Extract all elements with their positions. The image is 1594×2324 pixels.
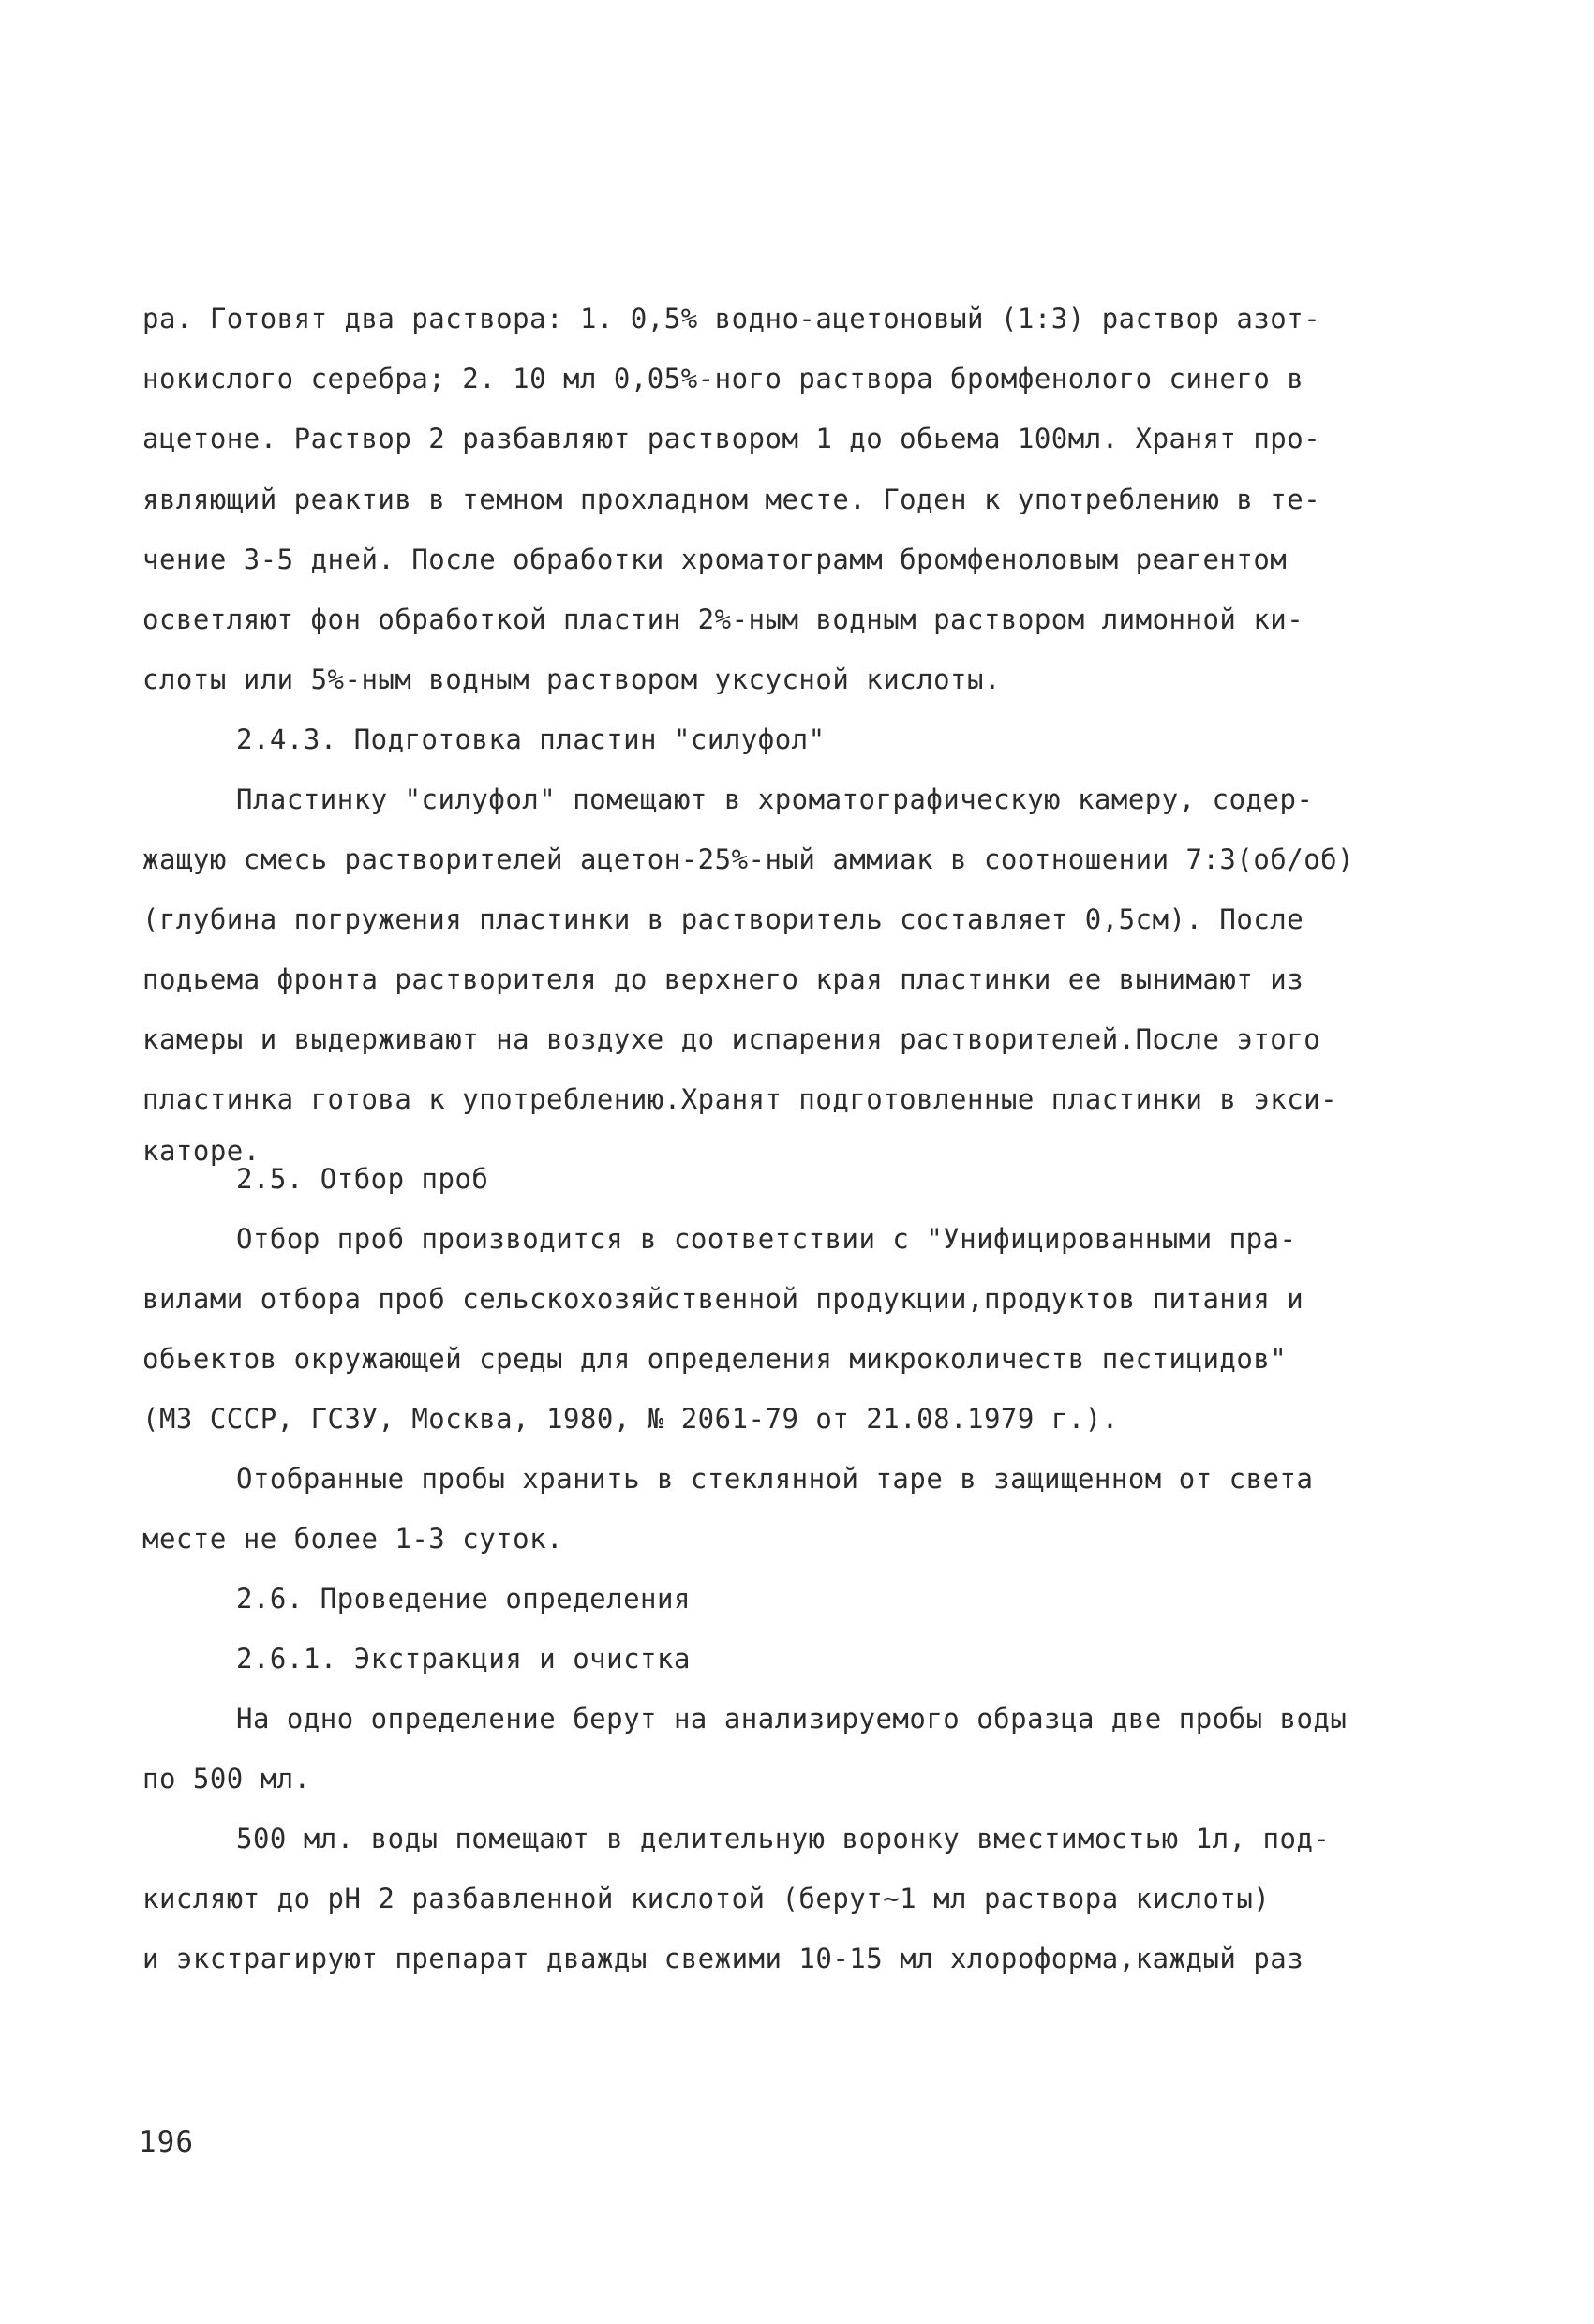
text-line: вилами отбора проб сельскохозяйственной продукции,продуктов питания и bbox=[142, 1283, 1304, 1315]
text-line: Отобранные пробы хранить в стеклянной таре в защищенном от света bbox=[236, 1463, 1314, 1495]
text-line: чение 3-5 дней. После обработки хроматограмм бромфеноловым реагентом bbox=[142, 544, 1288, 575]
page-number: 196 bbox=[139, 2125, 194, 2159]
text-line: Отбор проб производится в соответствии с "Унифицированными пра- bbox=[236, 1223, 1297, 1255]
text-line: каторе. bbox=[142, 1135, 261, 1167]
section-heading: 2.6. Проведение определения bbox=[236, 1583, 691, 1615]
text-line: кисляют до рН 2 разбавленной кислотой (берут~1 мл раствора кислоты) bbox=[142, 1883, 1271, 1914]
text-line: месте не более 1-3 суток. bbox=[142, 1523, 563, 1555]
section-heading: 2.5. Отбор проб bbox=[236, 1163, 489, 1195]
text-line: ра. Готовят два раствора: 1. 0,5% водно-ацетоновый (1:3) раствор азот- bbox=[142, 303, 1321, 335]
text-line: обьектов окружающей среды для определения микроколичеств пестицидов" bbox=[142, 1343, 1288, 1375]
text-line: ацетоне. Раствор 2 разбавляют раствором 1 до обьема 100мл. Хранят про- bbox=[142, 423, 1321, 454]
text-line: по 500 мл. bbox=[142, 1763, 311, 1795]
text-line: пластинка готова к употреблению.Хранят подготовленные пластинки в экси- bbox=[142, 1083, 1338, 1115]
text-line: слоты или 5%-ным водным раствором уксусной кислоты. bbox=[142, 663, 1001, 695]
text-line: и экстрагируют препарат дважды свежими 10-15 мл хлороформа,каждый раз bbox=[142, 1943, 1304, 1974]
text-line: (глубина погружения пластинки в растворитель составляет 0,5см). После bbox=[142, 903, 1304, 935]
text-line: (МЗ СССР, ГСЗУ, Москва, 1980, № 2061-79 от 21.08.1979 г.). bbox=[142, 1403, 1119, 1435]
text-line: нокислого серебра; 2. 10 мл 0,05%-ного раствора бромфенолого синего в bbox=[142, 363, 1304, 395]
section-heading: 2.4.3. Подготовка пластин "силуфол" bbox=[236, 723, 826, 755]
text-line: подьема фронта растворителя до верхнего края пластинки ее вынимают из bbox=[142, 963, 1304, 995]
text-line: осветляют фон обработкой пластин 2%-ным водным раствором лимонной ки- bbox=[142, 603, 1304, 635]
text-line: камеры и выдерживают на воздухе до испарения растворителей.После этого bbox=[142, 1023, 1321, 1055]
text-line: жащую смесь растворителей ацетон-25%-ный аммиак в соотношении 7:3(об/об) bbox=[142, 843, 1355, 875]
section-heading: 2.6.1. Экстракция и очистка bbox=[236, 1643, 691, 1675]
text-line: 500 мл. воды помещают в делительную воронку вместимостью 1л, под- bbox=[236, 1823, 1331, 1855]
text-line: являющий реактив в темном прохладном месте. Годен к употреблению в те- bbox=[142, 484, 1321, 515]
text-line: Пластинку "силуфол" помещают в хроматографическую камеру, содер- bbox=[236, 783, 1314, 815]
text-line: На одно определение берут на анализируемого образца две пробы воды bbox=[236, 1703, 1348, 1735]
